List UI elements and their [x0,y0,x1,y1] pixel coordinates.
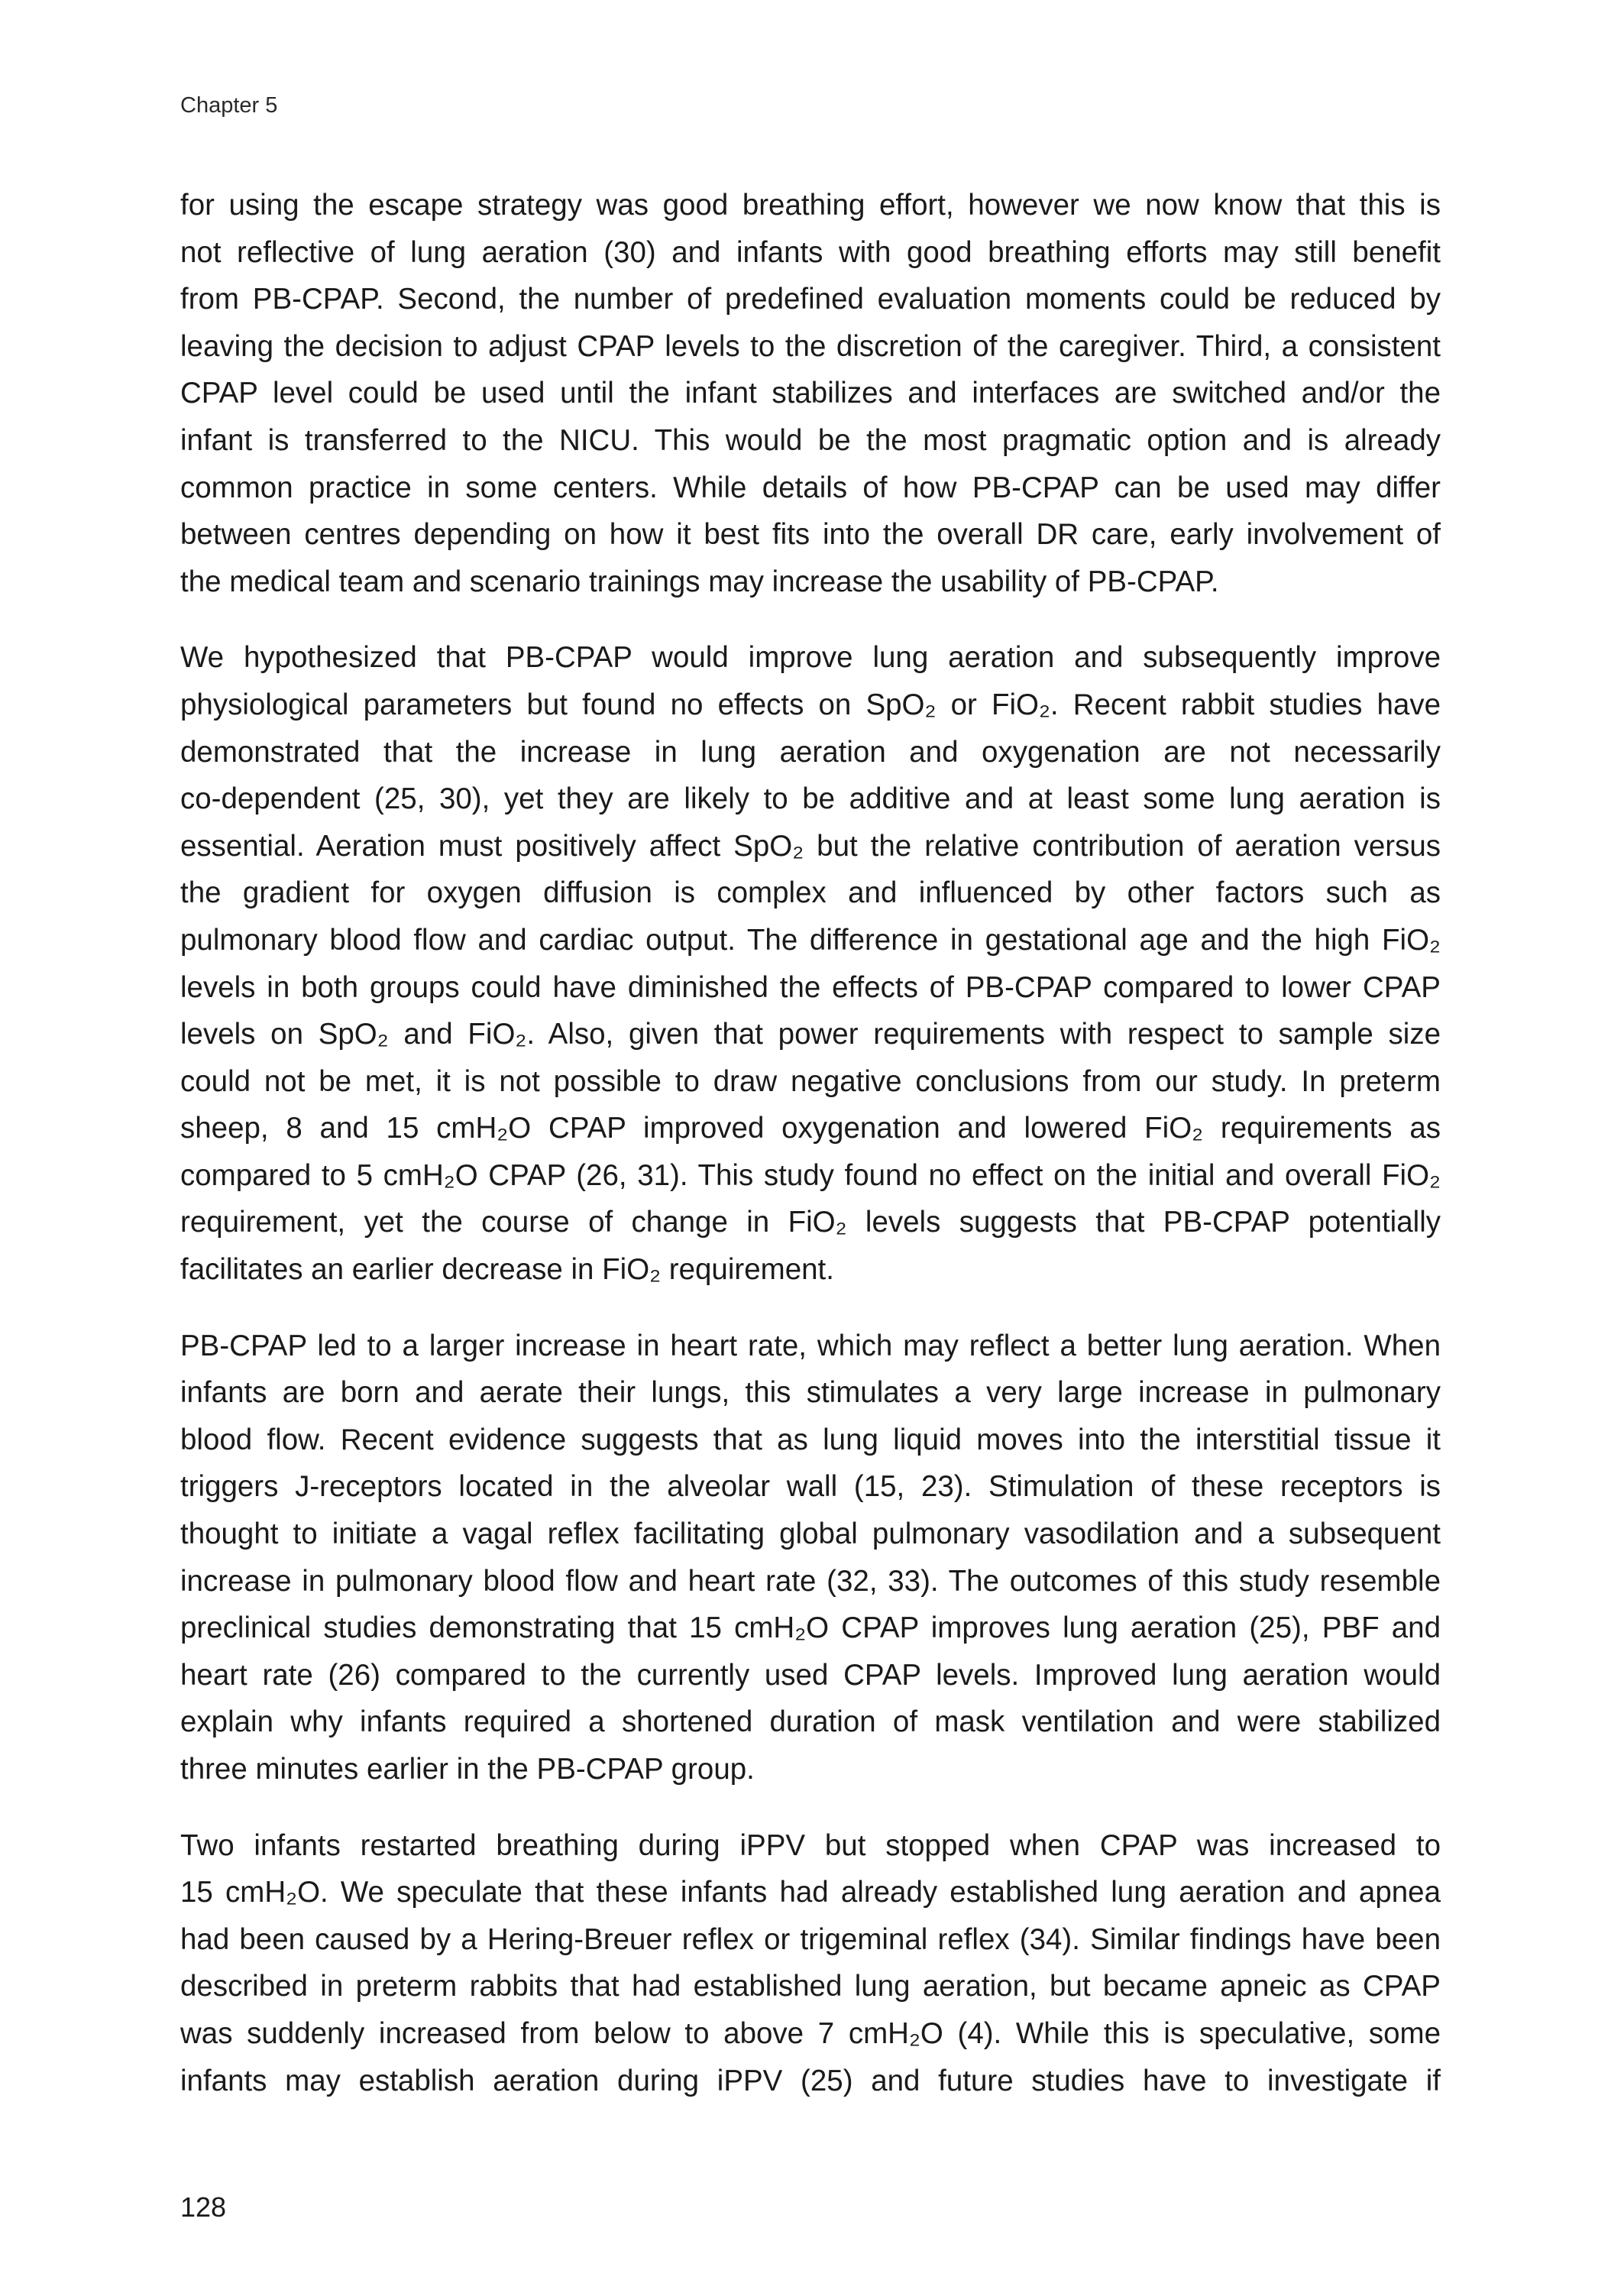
text-line: sheep, 8 and 15 cmH₂O CPAP improved oxygenation and lowered FiO₂ requirements as [180,1112,1441,1145]
text-line: thought to initiate a vagal reflex facilitating global pulmonary vasodilation and a subsequent [180,1517,1441,1551]
text-line: common practice in some centers. While details of how PB-CPAP can be used may differ [180,471,1441,504]
text-line: leaving the decision to adjust CPAP levels to the discretion of the caregiver. Third, a consistent [180,329,1441,363]
text-line: demonstrated that the increase in lung aeration and oxygenation are not necessarily [180,735,1441,769]
text-line: described in preterm rabbits that had established lung aeration, but became apneic as CPAP [180,1970,1441,2003]
text-line: infants are born and aerate their lungs, this stimulates a very large increase in pulmonary [180,1376,1441,1410]
text-line: the gradient for oxygen diffusion is complex and influenced by other factors such as [180,876,1441,910]
text-line: PB-CPAP led to a larger increase in heart rate, which may reflect a better lung aeration. When [180,1329,1441,1362]
text-line: was suddenly increased from below to above 7 cmH₂O (4). While this is speculative, some [180,2016,1441,2050]
text-line: levels on SpO₂ and FiO₂. Also, given that power requirements with respect to sample size [180,1018,1441,1051]
page-number: 128 [180,2191,227,2223]
text-line: preclinical studies demonstrating that 15 cmH₂O CPAP improves lung aeration (25), PBF and [180,1611,1441,1645]
text-line: 15 cmH₂O. We speculate that these infants had already established lung aeration and apnea [180,1876,1441,1909]
text-line: co-dependent (25, 30), yet they are likely to be additive and at least some lung aeration is [180,782,1441,816]
text-line: Two infants restarted breathing during iPPV but stopped when CPAP was increased to [180,1828,1441,1862]
text-line: had been caused by a Hering-Breuer reflex or trigeminal reflex (34). Similar findings have been [180,1922,1441,1956]
body-text [180,182,1441,2133]
text-line: for using the escape strategy was good breathing effort, however we now know that this is [180,189,1441,222]
paragraph-1 [180,182,1441,605]
text-line: from PB-CPAP. Second, the number of predefined evaluation moments could be reduced by [180,283,1441,316]
text-line: triggers J-receptors located in the alveolar wall (15, 23). Stimulation of these receptors is [180,1470,1441,1504]
running-head-chapter: Chapter 5 [180,93,278,118]
text-line: infant is transferred to the NICU. This would be the most pragmatic option and is already [180,423,1441,457]
paragraph-2 [180,634,1441,1293]
text-line: between centres depending on how it best fits into the overall DR care, early involvement of [180,518,1441,552]
paragraph-4 [180,1822,1441,2105]
text-line: increase in pulmonary blood flow and heart rate (32, 33). The outcomes of this study resemble [180,1564,1441,1598]
text-line: blood flow. Recent evidence suggests that as lung liquid moves into the interstitial tissue it [180,1423,1441,1456]
text-line: not reflective of lung aeration (30) and infants with good breathing efforts may still benefit [180,235,1441,269]
text-line: facilitates an earlier decrease in FiO₂ requirement. [180,1253,834,1287]
text-line: requirement, yet the course of change in FiO₂ levels suggests that PB-CPAP potentially [180,1206,1441,1239]
text-line: essential. Aeration must positively affect SpO₂ but the relative contribution of aeration versus [180,829,1441,863]
text-line: pulmonary blood flow and cardiac output. The difference in gestational age and the high FiO₂ [180,923,1441,957]
paragraph-3 [180,1323,1441,1793]
text-line: physiological parameters but found no effects on SpO₂ or FiO₂. Recent rabbit studies have [180,688,1441,721]
text-line: levels in both groups could have diminished the effects of PB-CPAP compared to lower CPAP [180,970,1441,1004]
text-line: infants may establish aeration during iPPV (25) and future studies have to investigate if [180,2064,1441,2097]
text-line: CPAP level could be used until the infant stabilizes and interfaces are switched and/or the [180,377,1441,410]
text-line: could not be met, it is not possible to draw negative conclusions from our study. In preterm [180,1064,1441,1098]
text-line: compared to 5 cmH₂O CPAP (26, 31). This study found no effect on the initial and overall FiO₂ [180,1158,1441,1192]
text-line: the medical team and scenario trainings may increase the usability of PB-CPAP. [180,565,1219,598]
text-line: We hypothesized that PB-CPAP would improve lung aeration and subsequently improve [180,641,1441,675]
text-line: explain why infants required a shortened duration of mask ventilation and were stabilized [180,1705,1441,1739]
text-line: heart rate (26) compared to the currently used CPAP levels. Improved lung aeration would [180,1658,1441,1692]
text-line: three minutes earlier in the PB-CPAP group. [180,1753,755,1786]
